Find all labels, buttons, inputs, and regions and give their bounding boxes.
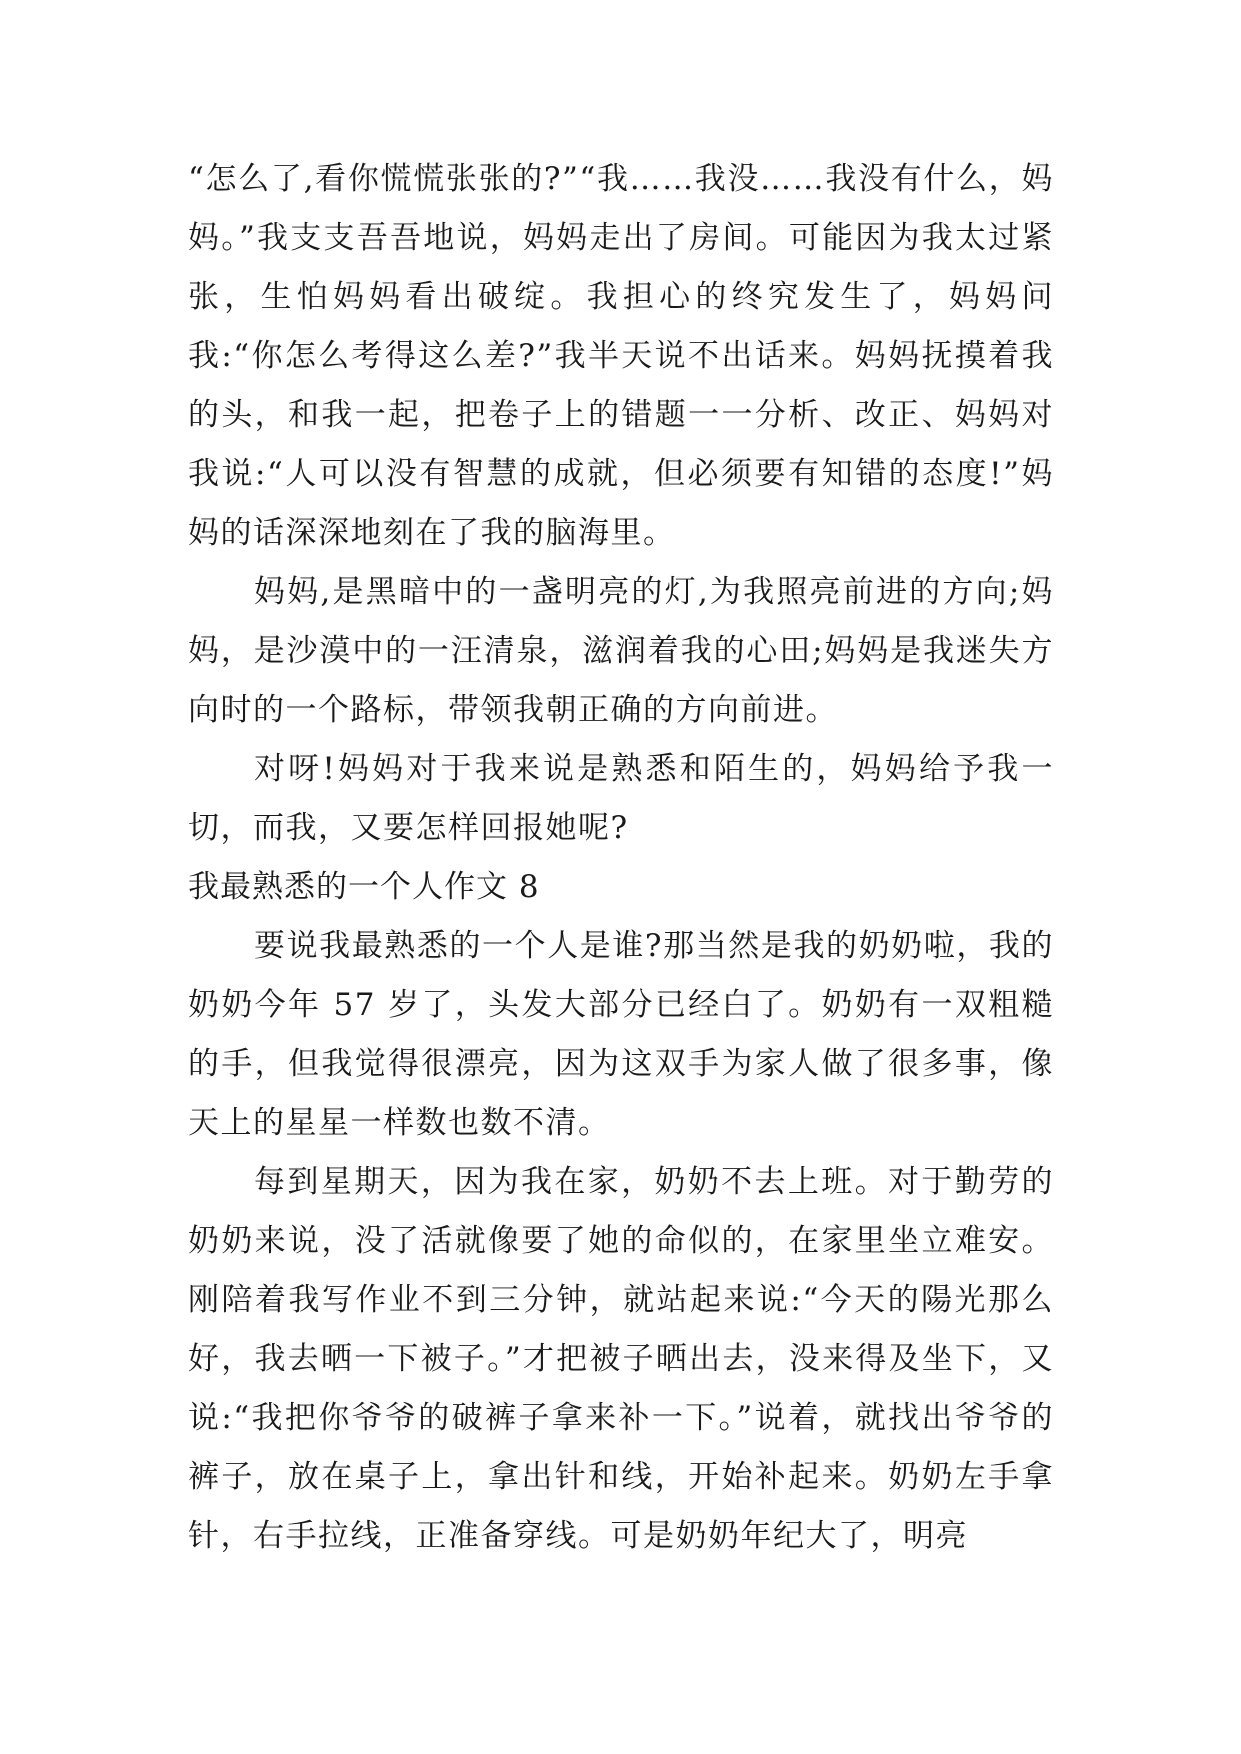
paragraph-4: 要说我最熟悉的一个人是谁?那当然是我的奶奶啦，我的奶奶今年 57 岁了，头发大部分已经白了。奶奶有一双粗糙的手，但我觉得很漂亮，因为这双手为家人做了很多事，像天上的星星一样数也数不清。 bbox=[188, 928, 1054, 1141]
paragraph-3: 对呀!妈妈对于我来说是熟悉和陌生的，妈妈给予我一切，而我，又要怎样回报她呢? bbox=[188, 751, 1054, 846]
document-page bbox=[188, 150, 1054, 1566]
paragraph-1: “怎么了,看你慌慌张张的?”“我……我没……我没有什么，妈妈。”我支支吾吾地说，妈妈走出了房间。可能因为我太过紧张，生怕妈妈看出破绽。我担心的终究发生了，妈妈问我:“你怎么考得这么差?”我半天说不出话来。妈妈抚摸着我的头，和我一起，把卷子上的错题一一分析、改正、妈妈对我说:“人可以没有智慧的成就，但必须要有知错的态度!”妈妈的话深深地刻在了我的脑海里。 bbox=[188, 161, 1054, 551]
section-heading: 我最熟悉的一个人作文 8 bbox=[188, 869, 540, 905]
paragraph-2: 妈妈,是黑暗中的一盏明亮的灯,为我照亮前进的方向;妈妈，是沙漠中的一汪清泉，滋润着我的心田;妈妈是我迷失方向时的一个路标，带领我朝正确的方向前进。 bbox=[188, 574, 1054, 728]
paragraph-5: 每到星期天，因为我在家，奶奶不去上班。对于勤劳的奶奶来说，没了活就像要了她的命似的，在家里坐立难安。刚陪着我写作业不到三分钟，就站起来说:“今天的陽光那么好，我去晒一下被子。”才把被子晒出去，没来得及坐下，又说:“我把你爷爷的破裤子拿来补一下。”说着，就找出爷爷的裤子，放在桌子上，拿出针和线，开始补起来。奶奶左手拿针，右手拉线，正准备穿线。可是奶奶年纪大了，明亮 bbox=[188, 1164, 1054, 1554]
